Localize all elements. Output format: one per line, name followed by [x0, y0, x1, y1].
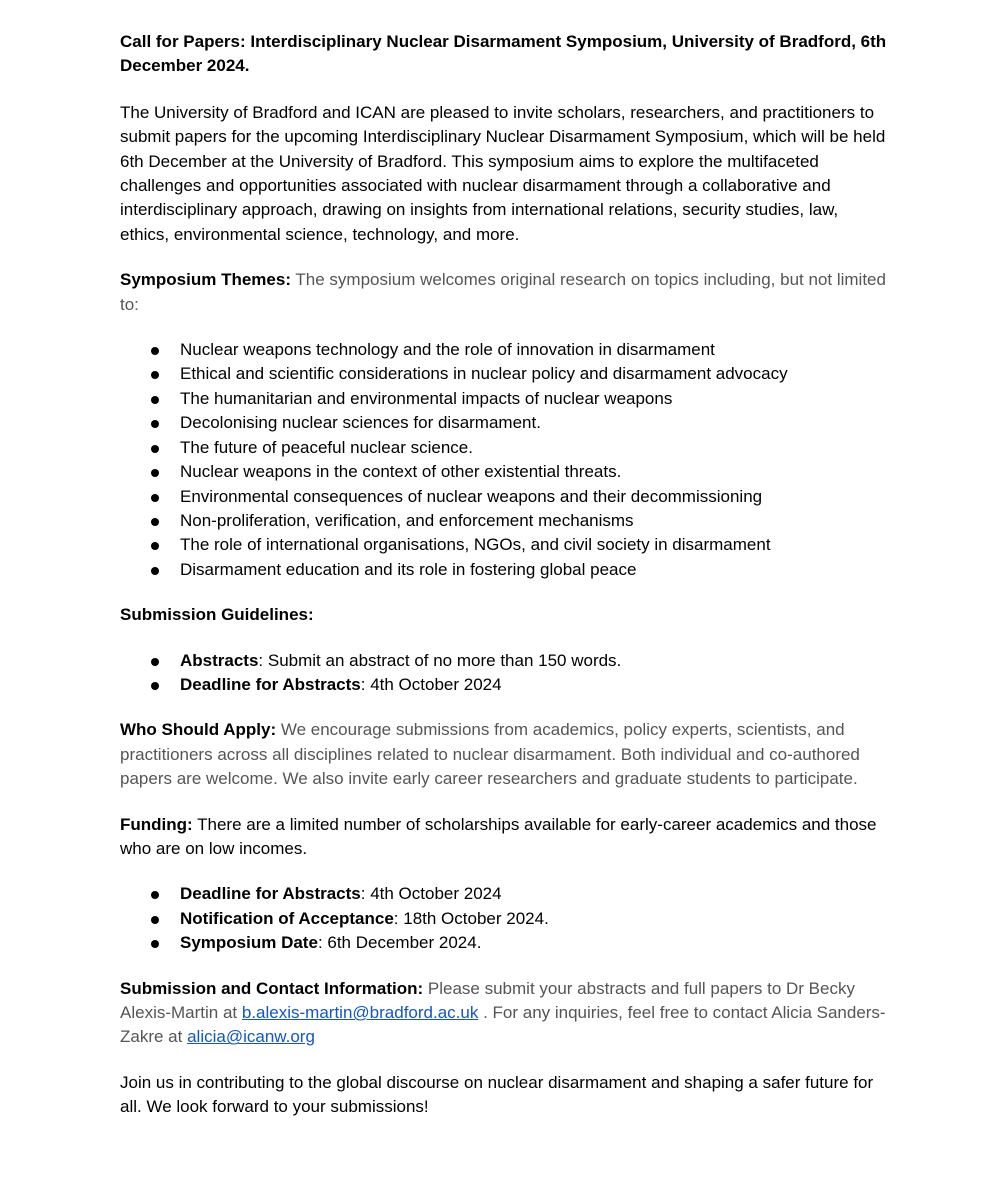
list-item: Abstracts: Submit an abstract of no more than 150 words. [120, 649, 890, 673]
list-item: Non-proliferation, verification, and enforcement mechanisms [120, 509, 890, 533]
list-item: Symposium Date: 6th December 2024. [120, 931, 890, 955]
themes-text: The symposium welcomes original research on topics including, but not limited to: [120, 270, 886, 314]
funding-text: There are a limited number of scholarships available for early-career academics and those who are on low incomes. [120, 814, 877, 858]
list-item: The future of peaceful nuclear science. [120, 436, 890, 460]
bullet-icon [151, 891, 159, 899]
document-title: Call for Papers: Interdisciplinary Nuclear Disarmament Symposium, University of Bradford, 6th December 2024. [120, 32, 887, 76]
bullet-icon [151, 567, 159, 575]
bullet-icon [151, 494, 159, 502]
bullet-icon [151, 371, 159, 379]
bullet-icon [151, 916, 159, 924]
funding-label: Funding: [120, 814, 193, 834]
list-item: Deadline for Abstracts: 4th October 2024 [120, 673, 890, 697]
list-item: Decolonising nuclear sciences for disarmament. [120, 411, 890, 435]
email-link-icanw[interactable]: alicia@icanw.org [187, 1027, 315, 1047]
bullet-icon [151, 445, 159, 453]
list-item: Disarmament education and its role in fostering global peace [120, 558, 890, 582]
list-item: Nuclear weapons technology and the role of innovation in disarmament [120, 338, 890, 362]
list-item: The humanitarian and environmental impacts of nuclear weapons [120, 387, 890, 411]
bullet-icon [151, 420, 159, 428]
bullet-icon [151, 518, 159, 526]
list-item: Environmental consequences of nuclear weapons and their decommissioning [120, 485, 890, 509]
list-item: Notification of Acceptance: 18th October 2024. [120, 907, 890, 931]
themes-list [120, 338, 890, 582]
document-page [120, 30, 890, 1141]
closing-paragraph: Join us in contributing to the global discourse on nuclear disarmament and shaping a safer future for all. We look forward to your submissions! [120, 1072, 874, 1117]
themes-paragraph [120, 268, 890, 317]
bullet-icon [151, 347, 159, 355]
bullet-icon [151, 940, 159, 948]
bullet-icon [151, 658, 159, 666]
list-item: The role of international organisations, NGOs, and civil society in disarmament [120, 533, 890, 557]
contact-paragraph: Submission and Contact Information: Please submit your abstracts and full papers to Dr Becky Alexis-Martin at b.alexis-martin@bradford.ac.uk . For any inquiries, feel free to contact Alicia Sanders-Zakre at alicia@icanw.org [120, 978, 886, 1047]
bullet-icon [151, 469, 159, 477]
list-item: Deadline for Abstracts: 4th October 2024 [120, 882, 890, 906]
bullet-icon [151, 682, 159, 690]
who-should-apply-paragraph [120, 718, 890, 791]
intro-paragraph: The University of Bradford and ICAN are pleased to invite scholars, researchers, and practitioners to submit papers for the upcoming Interdisciplinary Nuclear Disarmament Symposium, which will be held 6th December at the University of Bradford. This symposium aims to explore the multifaceted challenges and opportunities associated with nuclear disarmament through a collaborative and interdisciplinary approach, drawing on insights from international relations, security studies, law, ethics, environmental science, technology, and more. [120, 102, 886, 244]
dates-list [120, 882, 890, 955]
who-label: Who Should Apply: [120, 720, 277, 740]
list-item: Ethical and scientific considerations in nuclear policy and disarmament advocacy [120, 362, 890, 386]
guidelines-heading: Submission Guidelines: [120, 605, 314, 625]
themes-label: Symposium Themes: [120, 270, 291, 290]
contact-label: Submission and Contact Information: [120, 978, 424, 998]
list-item: Nuclear weapons in the context of other existential threats. [120, 460, 890, 484]
bullet-icon [151, 396, 159, 404]
funding-paragraph [120, 813, 890, 862]
guidelines-list [120, 649, 890, 698]
email-link-bradford[interactable]: b.alexis-martin@bradford.ac.uk [241, 1003, 479, 1022]
who-text: We encourage submissions from academics, policy experts, scientists, and practitioners across all disciplines related to nuclear disarmament. Both individual and co-authored papers are welcome. We also invite early career researchers and graduate students to participate. [120, 720, 860, 789]
bullet-icon [151, 542, 159, 550]
